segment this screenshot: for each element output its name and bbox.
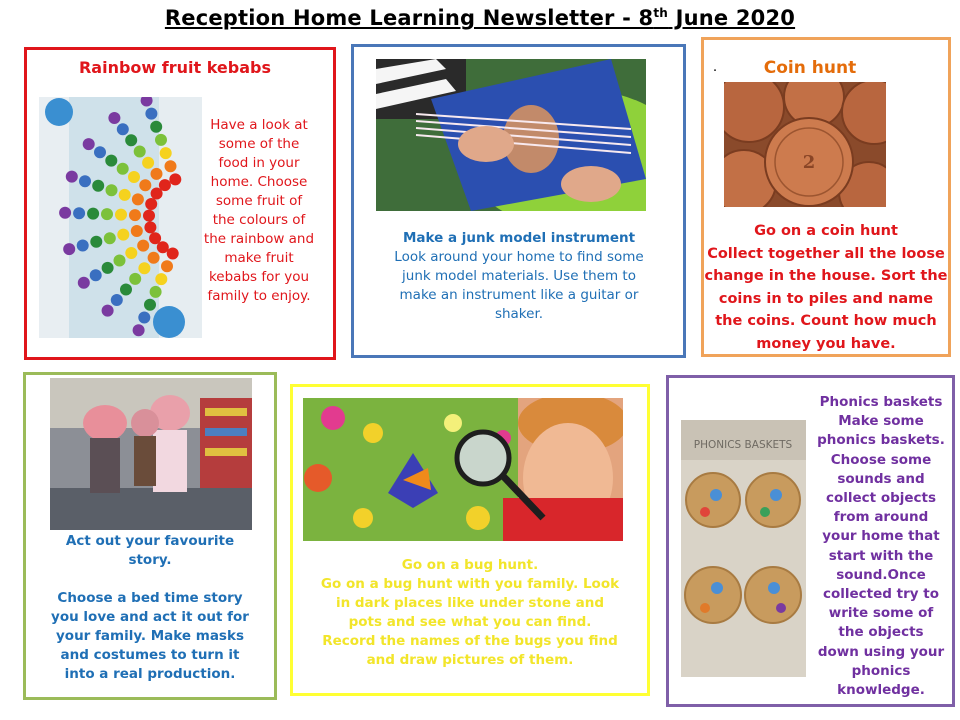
- junk-line: shaker.: [494, 306, 544, 322]
- phonics-line: Phonics baskets: [819, 394, 943, 410]
- fruit-kebabs-photo: [39, 97, 202, 338]
- story-line: story.: [128, 552, 172, 568]
- fruit-kebabs-title: Rainbow fruit kebabs: [78, 58, 272, 77]
- fruit-line: food in your: [218, 155, 300, 171]
- phonics-line: sound.Once: [836, 566, 926, 583]
- phonics-line: Choose some: [830, 451, 932, 468]
- junk-line: make an instrument like a guitar or: [399, 287, 639, 303]
- act-story-description: [30, 532, 270, 684]
- svg-text:2: 2: [802, 152, 816, 173]
- title-text: Reception Home Learning Newsletter - 8: [164, 6, 654, 30]
- title-date: June 2020: [668, 6, 796, 30]
- phonics-baskets-description: [812, 393, 950, 700]
- fruit-line: kebabs for you: [208, 269, 310, 285]
- junk-line: junk model materials. Use them to: [402, 268, 636, 284]
- story-line: Act out your favourite: [65, 533, 235, 549]
- fruit-line: make fruit: [224, 250, 294, 266]
- story-line: Choose a bed time story: [57, 590, 243, 606]
- stray-dot: ·: [712, 63, 718, 79]
- coin-line: Go on a coin hunt: [754, 223, 898, 239]
- coin-line: the coins. Count how much: [715, 313, 937, 330]
- coins-photo: [724, 82, 886, 207]
- coin-hunt-description: [704, 220, 948, 356]
- coin-line: money you have.: [756, 335, 896, 352]
- junk-guitar-photo: [376, 59, 646, 211]
- phonics-line: phonics: [851, 662, 911, 679]
- story-line: [30, 570, 270, 589]
- bug-hunt-description: [296, 556, 644, 670]
- fruit-line: Have a look at: [210, 117, 308, 133]
- fruit-line: the rainbow and: [203, 231, 315, 247]
- bug-hunt-photo: [303, 398, 623, 541]
- bug-line: Go on a bug hunt with you family. Look: [320, 576, 620, 592]
- phonics-line: knowledge.: [837, 682, 925, 699]
- fruit-line: home. Choose: [210, 174, 308, 190]
- phonics-baskets-photo: [681, 420, 806, 677]
- phonics-line: collect objects: [825, 490, 937, 507]
- fruit-line: some fruit of: [215, 193, 303, 209]
- story-line: and costumes to turn it: [60, 647, 240, 663]
- bug-line: in dark places like under stone and: [335, 595, 605, 611]
- coin-line: coins in to piles and name: [718, 290, 934, 307]
- phonics-line: your home that: [822, 528, 940, 545]
- bug-line: Go on a bug hunt.: [401, 557, 539, 573]
- fruit-line: family to enjoy.: [207, 288, 311, 304]
- phonics-line: start with the: [828, 547, 934, 564]
- fruit-kebabs-description: [196, 116, 322, 306]
- junk-line: Look around your home to find some: [394, 249, 644, 265]
- bug-line: and draw pictures of them.: [366, 652, 574, 668]
- story-line: into a real production.: [64, 666, 236, 682]
- phonics-line: write some of: [828, 605, 934, 622]
- coin-line: change in the house. Sort the: [704, 268, 948, 285]
- fruit-line: some of the: [218, 136, 300, 152]
- junk-model-title: Make a junk model instrument: [402, 230, 636, 246]
- newsletter-title: [0, 6, 960, 30]
- bug-line: Record the names of the bugs you find: [322, 633, 618, 649]
- phonics-line: down using your: [817, 643, 945, 660]
- fruit-line: the colours of: [212, 212, 306, 228]
- phonics-line: phonics baskets.: [817, 432, 945, 449]
- phonics-line: Make some: [838, 413, 924, 430]
- coin-hunt-title: Coin hunt: [763, 58, 857, 78]
- title-superscript: th: [653, 6, 669, 20]
- bug-line: pots and see what you can find.: [348, 614, 592, 630]
- story-line: your family. Make masks: [56, 628, 244, 644]
- phonics-line: from around: [833, 509, 929, 526]
- story-line: you love and act it out for: [51, 609, 249, 625]
- phonics-image-label: PHONICS BASKETS: [693, 439, 793, 451]
- phonics-line: sounds and: [837, 470, 925, 487]
- phonics-line: the objects: [838, 624, 924, 641]
- phonics-line: collected try to: [822, 586, 939, 603]
- coin-line: Collect together all the loose: [707, 245, 945, 262]
- story-masks-photo: [50, 378, 252, 530]
- junk-model-description: [360, 248, 678, 324]
